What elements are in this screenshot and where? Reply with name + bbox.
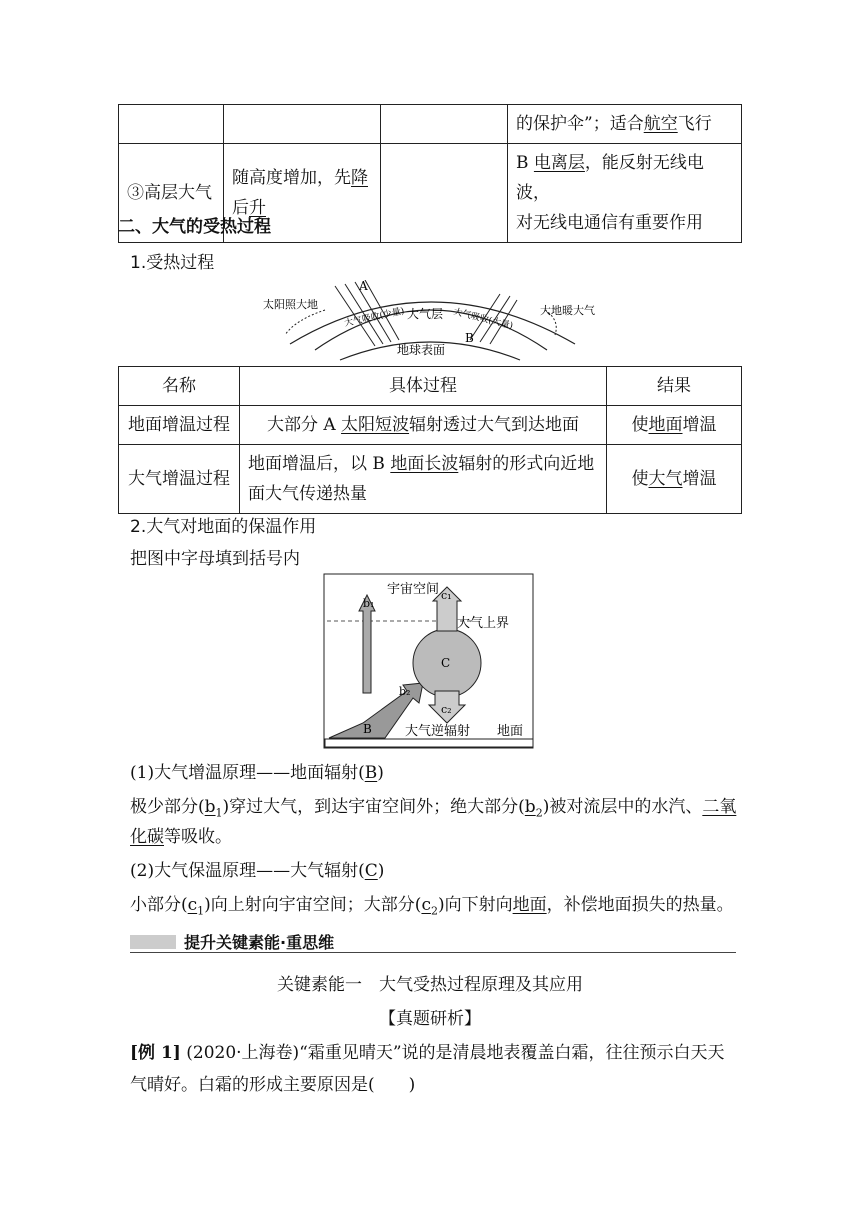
heating-process-diagram	[255, 280, 605, 362]
paragraph: 化碳等吸收。	[130, 827, 232, 847]
process-result: 使地面增温	[607, 406, 742, 445]
key-title: 关键素能一 大气受热过程原理及其应用	[277, 975, 583, 995]
label-ground: 地面	[497, 724, 524, 739]
label-upper: 大气上界	[457, 616, 510, 631]
label-counter: 大气逆辐射	[405, 724, 471, 739]
layer-name-cell: ③高层大气	[119, 144, 224, 243]
process-name: 大气增温过程	[119, 445, 240, 514]
label-space: 宇宙空间	[387, 582, 440, 597]
table-row	[119, 406, 742, 445]
process-detail: 大部分 A 太阳短波辐射透过大气到达地面	[240, 406, 607, 445]
letter-c2: c₂	[441, 703, 452, 716]
label-right: 大地暖大气	[540, 304, 595, 317]
process-detail: 地面增温后，以 B 地面长波辐射的形式向近地 面大气传递热量	[240, 445, 607, 514]
label-layer: 大气层	[407, 307, 444, 321]
table-cell	[224, 105, 381, 144]
research-heading: 【真题研析】	[379, 1009, 481, 1029]
label-left: 太阳照大地	[263, 298, 318, 311]
example-line2: 气晴好。白霜的形成主要原因是( )	[130, 1075, 416, 1095]
letter-b: B	[465, 331, 474, 345]
temp-change-cell: 随高度增加，先降 后升	[224, 144, 381, 243]
table-header: 具体过程	[240, 367, 607, 406]
paragraph: 极少部分$(b_1)$穿过大气，到达宇宙空间外；绝大部分$(b_2)$被对流层中的水汽、二氧	[130, 797, 737, 820]
table-cell: 的保护伞”；适合航空飞行	[508, 105, 742, 144]
banner-bar	[130, 935, 176, 949]
letter-c: C	[441, 656, 451, 670]
instruction-text: 把图中字母填到括号内	[130, 549, 300, 569]
letter-b2: b₂	[399, 685, 411, 698]
section-title: 二、大气的受热过程	[118, 217, 271, 237]
table-header: 名称	[119, 367, 240, 406]
paragraph: (1)大气增温原理——地面辐射(B)	[130, 763, 384, 783]
letter-b1: b₁	[363, 597, 375, 610]
letter-a: A	[359, 280, 368, 293]
heating-process-table	[118, 366, 742, 514]
process-name: 地面增温过程	[119, 406, 240, 445]
letter-b: B	[363, 722, 372, 736]
insulation-diagram	[323, 573, 535, 749]
label-absorb-large: 大气吸收(大量)	[452, 307, 514, 332]
process-result: 使大气增温	[607, 445, 742, 514]
example-line1: [例 1] (2020·上海卷)“霜重见晴天”说的是清晨地表覆盖白霜，往往预示白天天	[130, 1043, 725, 1063]
label-ground: 地球表面	[397, 343, 446, 357]
subsection-title: 2.大气对地面的保温作用	[130, 517, 317, 537]
table-row	[119, 445, 742, 514]
feature-cell: B 电离层，能反射无线电波， 对无线电通信有重要作用	[508, 144, 742, 243]
table-cell	[381, 144, 508, 243]
subsection-title: 1.受热过程	[130, 253, 215, 273]
letter-c1: c₁	[441, 589, 452, 602]
table-cell	[381, 105, 508, 144]
table-cell	[119, 105, 224, 144]
divider	[130, 952, 736, 953]
banner-title: 提升关键素能·重思维	[184, 933, 335, 952]
table-header: 结果	[607, 367, 742, 406]
paragraph: 小部分$(c_1)$向上射向宇宙空间；大部分$(c_2)$向下射向地面，补偿地面损失的热量。	[130, 895, 734, 918]
paragraph: (2)大气保温原理——大气辐射(C)	[130, 861, 385, 881]
label-absorb-small: 大气吸收(少量)	[343, 306, 406, 329]
